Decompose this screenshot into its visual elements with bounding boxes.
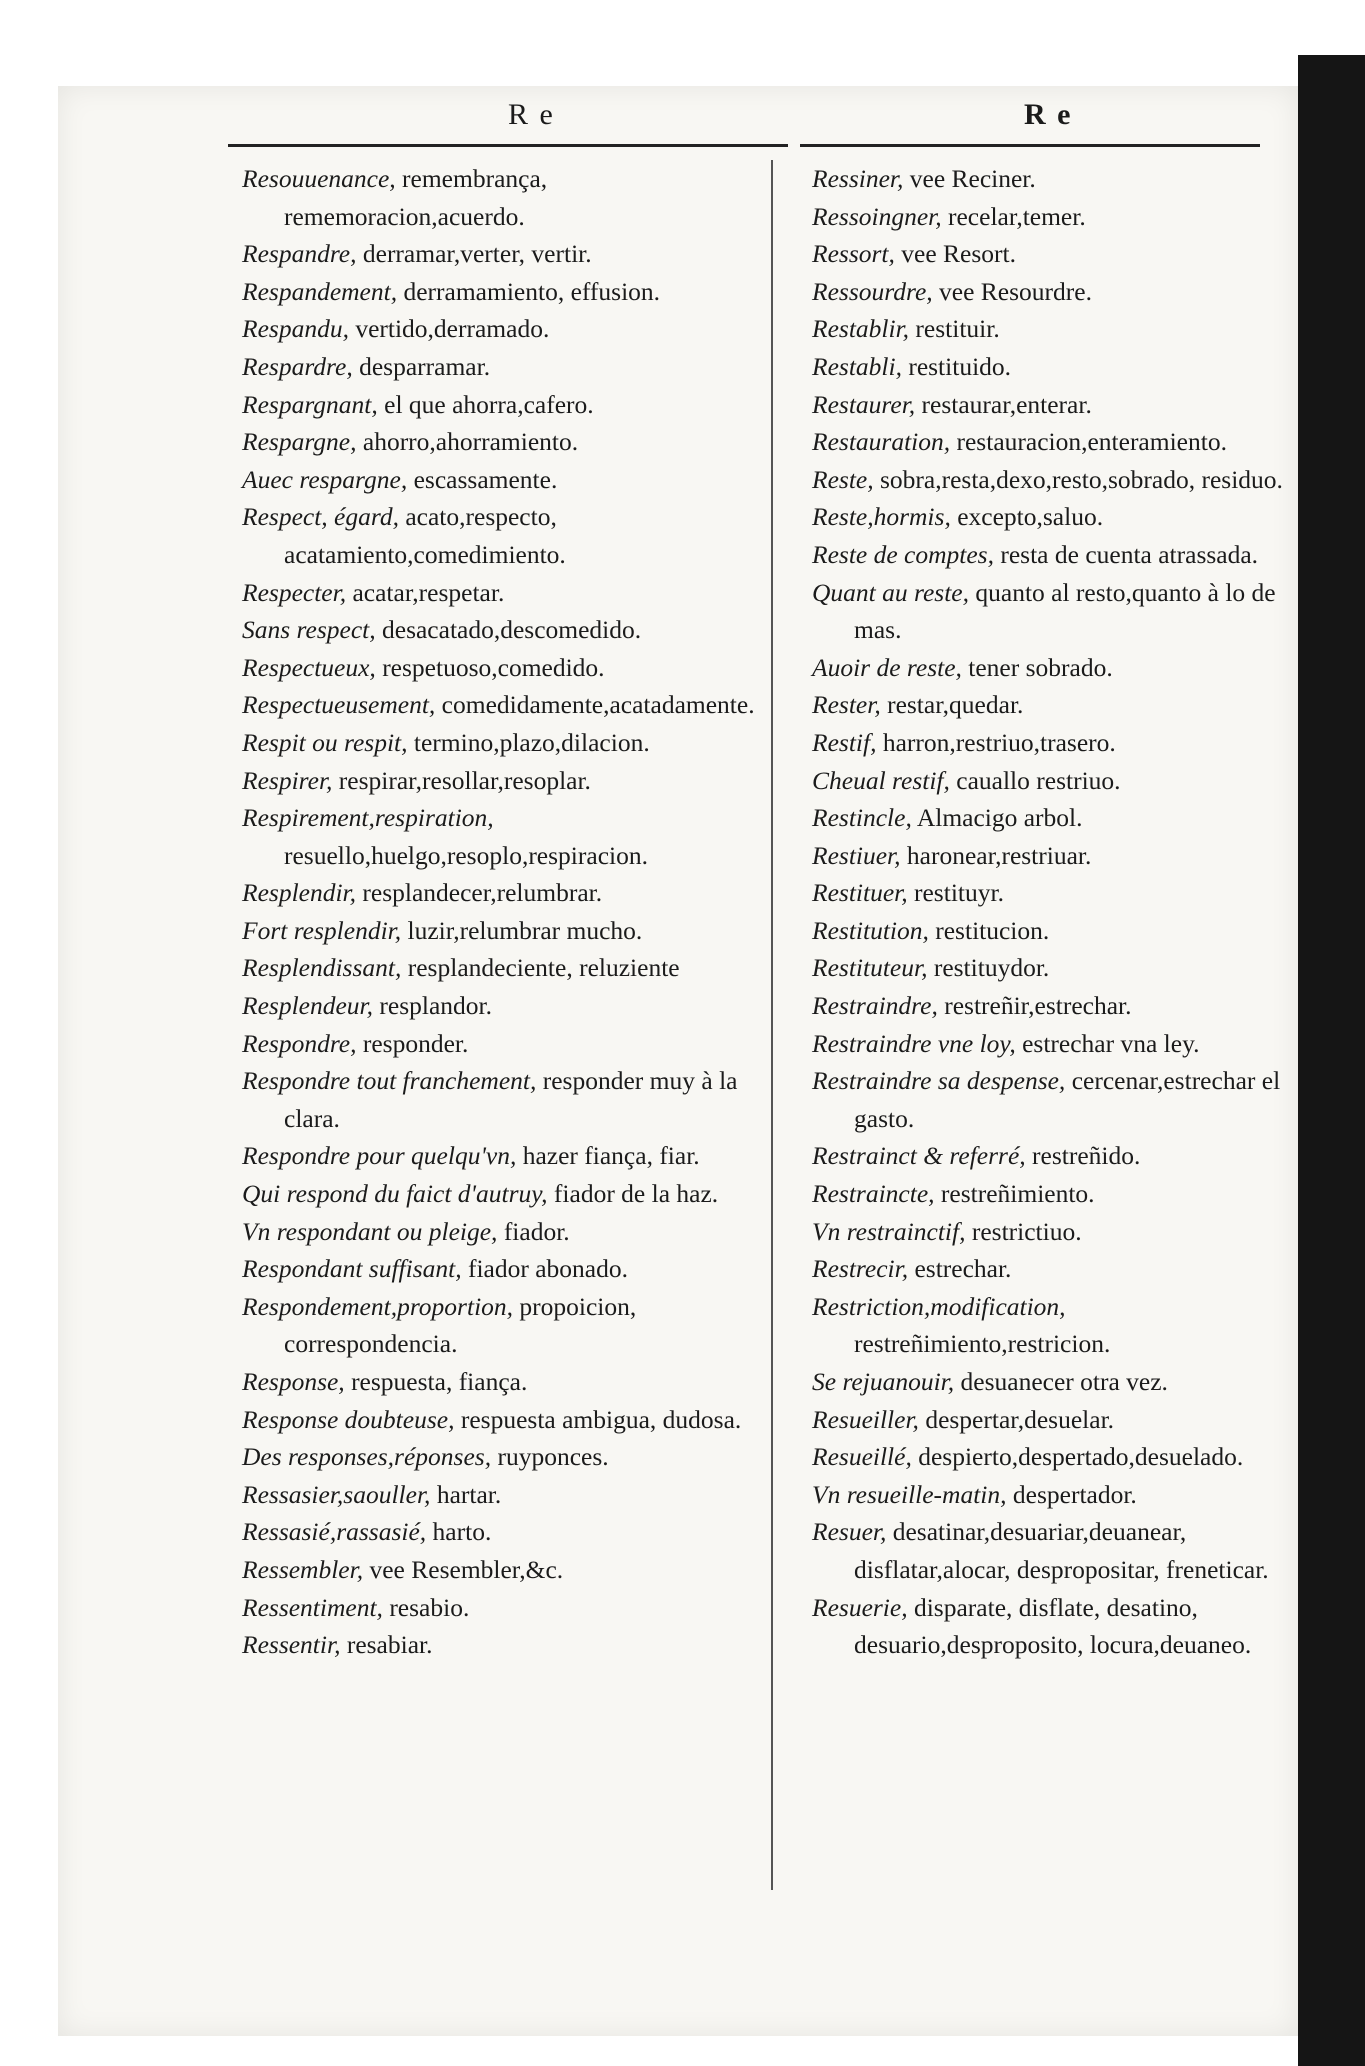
dictionary-entry xyxy=(812,1438,1292,1476)
dictionary-entry xyxy=(812,799,1292,837)
entry-headword: Respondre pour quelqu'vn, xyxy=(242,1141,517,1171)
entry-headword: Respargnant, xyxy=(242,389,378,419)
entry-definition: acatar,respetar. xyxy=(352,577,505,607)
entry-definition: vertido,derramado. xyxy=(355,314,550,344)
dictionary-entry xyxy=(242,498,762,573)
entry-definition: restituyr. xyxy=(914,878,1004,908)
entry-headword: Restabli, xyxy=(812,351,902,381)
entry-headword: Respandu, xyxy=(242,314,349,344)
entry-headword: Respectueux, xyxy=(242,652,376,682)
entry-headword: Respectueusement, xyxy=(242,690,436,720)
entry-headword: Restraindre, xyxy=(812,991,938,1021)
entry-headword: Respondre, xyxy=(242,1028,357,1058)
dictionary-entry xyxy=(812,1250,1292,1288)
entry-headword: Fort resplendir, xyxy=(242,915,402,945)
entry-definition: respirar,resollar,resoplar. xyxy=(338,765,591,795)
running-head-right: R e xyxy=(1024,98,1073,131)
entry-definition: restreñido. xyxy=(1032,1141,1141,1171)
entry-definition: responder. xyxy=(362,1028,469,1058)
entry-headword: Ressourdre, xyxy=(812,276,933,306)
entry-definition: ruyponces. xyxy=(497,1442,609,1472)
entry-headword: Restrecir, xyxy=(812,1254,909,1284)
dictionary-entry xyxy=(812,1062,1292,1137)
entry-headword: Restablir, xyxy=(812,314,910,344)
entry-headword: Restaurer, xyxy=(812,389,916,419)
entry-headword: Respondement,proportion, xyxy=(242,1291,514,1321)
dictionary-entry xyxy=(242,1438,762,1476)
entry-headword: Restraincte, xyxy=(812,1179,935,1209)
dictionary-entry xyxy=(812,837,1292,875)
entry-definition: restituir. xyxy=(915,314,1000,344)
entry-headword: Respit ou respit, xyxy=(242,727,408,757)
dictionary-entry xyxy=(242,649,762,687)
header-rule-left xyxy=(228,144,788,147)
entry-definition: termino,plazo,dilacion. xyxy=(413,727,650,757)
dictionary-entry xyxy=(812,423,1292,461)
entry-definition: fiador. xyxy=(503,1216,570,1246)
dictionary-entry xyxy=(242,987,762,1025)
entry-headword: Restiuer, xyxy=(812,840,901,870)
dictionary-entry xyxy=(242,611,762,649)
entry-definition: restreñimiento. xyxy=(940,1179,1095,1209)
entry-definition: vee Resort. xyxy=(901,239,1016,269)
entry-headword: Resueiller, xyxy=(812,1404,919,1434)
dictionary-entry xyxy=(812,160,1292,198)
entry-definition: desatinar,desuariar,deuanear, disflatar,alocar, despropositar, freneticar. xyxy=(854,1517,1269,1584)
entry-headword: Reste de comptes, xyxy=(812,539,994,569)
entry-headword: Restraindre vne loy, xyxy=(812,1028,1016,1058)
entry-headword: Respandre, xyxy=(242,239,357,269)
entry-headword: Restituteur, xyxy=(812,953,928,983)
dictionary-entry xyxy=(812,1213,1292,1251)
entry-headword: Resplendissant, xyxy=(242,953,402,983)
entry-headword: Restituer, xyxy=(812,878,908,908)
entry-headword: Reste,hormis, xyxy=(812,502,951,532)
entry-headword: Response, xyxy=(242,1367,345,1396)
column-divider xyxy=(771,160,773,1890)
dictionary-entry xyxy=(812,1476,1292,1514)
entry-definition: cercenar,estrechar el gasto. xyxy=(854,1066,1281,1133)
dictionary-entry xyxy=(812,348,1292,386)
entry-definition: desuanecer otra vez. xyxy=(960,1367,1168,1396)
entry-definition: restreñir,estrechar. xyxy=(944,991,1132,1021)
dictionary-entry xyxy=(812,1025,1292,1063)
entry-definition: harto. xyxy=(432,1517,492,1547)
entry-headword: Respondre tout franchement, xyxy=(242,1066,537,1096)
entry-definition: estrechar vna ley. xyxy=(1022,1028,1200,1058)
entry-headword: Restitution, xyxy=(812,915,929,945)
dictionary-entry xyxy=(242,874,762,912)
dictionary-entry xyxy=(812,574,1292,649)
entry-definition: restrictiuo. xyxy=(971,1216,1082,1246)
entry-headword: Restriction,modification, xyxy=(812,1291,1066,1321)
dictionary-entry xyxy=(242,1288,762,1363)
dictionary-entry xyxy=(242,386,762,424)
dictionary-column-left xyxy=(242,160,762,1664)
entry-headword: Respardre, xyxy=(242,351,353,381)
entry-definition: resplandeciente, reluziente xyxy=(407,953,680,983)
entry-definition: vee Resembler,&c. xyxy=(369,1554,564,1584)
entry-headword: Ressiner, xyxy=(812,164,904,193)
dictionary-entry xyxy=(242,574,762,612)
dictionary-entry xyxy=(242,1551,762,1589)
entry-definition: el que ahorra,cafero. xyxy=(384,389,594,419)
dictionary-entry xyxy=(242,423,762,461)
entry-definition: excepto,saluo. xyxy=(957,502,1104,532)
entry-definition: hazer fiança, fiar. xyxy=(522,1141,700,1171)
dictionary-entry xyxy=(812,1288,1292,1363)
entry-headword: Vn resueille-matin, xyxy=(812,1479,1007,1509)
dictionary-entry xyxy=(242,762,762,800)
entry-definition: resabio. xyxy=(389,1592,470,1622)
entry-headword: Vn restrainctif, xyxy=(812,1216,966,1246)
entry-headword: Respandement, xyxy=(242,276,398,306)
entry-definition: resuello,huelgo,resoplo,respiracion. xyxy=(284,840,648,870)
entry-definition: restaurar,enterar. xyxy=(921,389,1092,419)
entry-definition: comedidamente,acatadamente. xyxy=(441,690,755,720)
entry-headword: Auoir de reste, xyxy=(812,652,962,682)
entry-definition: cauallo restriuo. xyxy=(956,765,1121,795)
entry-definition: vee Resourdre. xyxy=(939,276,1092,306)
dictionary-entry xyxy=(242,949,762,987)
entry-headword: Restauration, xyxy=(812,427,951,457)
entry-headword: Respirer, xyxy=(242,765,333,795)
entry-headword: Resuer, xyxy=(812,1517,887,1547)
entry-headword: Restincle, xyxy=(812,803,912,833)
dictionary-entry xyxy=(242,1401,762,1439)
dictionary-entry xyxy=(812,649,1292,687)
entry-headword: Rester, xyxy=(812,690,881,720)
entry-headword: Se rejuanouir, xyxy=(812,1367,955,1396)
entry-definition: restar,quedar. xyxy=(887,690,1024,720)
entry-definition: resabiar. xyxy=(346,1630,433,1660)
entry-definition: Almacigo arbol. xyxy=(916,803,1083,833)
scan-edge xyxy=(1298,55,1365,2066)
dictionary-entry xyxy=(812,536,1292,574)
entry-headword: Respirement,respiration, xyxy=(242,803,494,833)
entry-headword: Restrainct & referré, xyxy=(812,1141,1026,1171)
entry-definition: derramamiento, effusion. xyxy=(403,276,661,306)
entry-headword: Respondant suffisant, xyxy=(242,1254,462,1284)
dictionary-entry xyxy=(242,1363,762,1401)
dictionary-column-right xyxy=(812,160,1292,1664)
entry-definition: respuesta, fiança. xyxy=(351,1367,528,1396)
entry-headword: Response doubteuse, xyxy=(242,1404,455,1434)
entry-headword: Sans respect, xyxy=(242,615,376,645)
dictionary-entry xyxy=(242,686,762,724)
entry-headword: Restraindre sa despense, xyxy=(812,1066,1066,1096)
entry-definition: fiador de la haz. xyxy=(553,1179,719,1209)
dictionary-entry xyxy=(242,1025,762,1063)
entry-headword: Resouuenance, xyxy=(242,164,396,193)
entry-definition: despertar,desuelar. xyxy=(925,1404,1115,1434)
entry-headword: Quant au reste, xyxy=(812,577,969,607)
dictionary-entry xyxy=(812,310,1292,348)
dictionary-entry xyxy=(242,160,762,235)
entry-headword: Des responses,réponses, xyxy=(242,1442,492,1472)
entry-definition: haronear,restriuar. xyxy=(906,840,1092,870)
header-rule-right xyxy=(800,144,1260,147)
entry-definition: resplandor. xyxy=(379,991,492,1021)
dictionary-entry xyxy=(242,799,762,874)
dictionary-entry xyxy=(242,724,762,762)
dictionary-entry xyxy=(242,1175,762,1213)
dictionary-entry xyxy=(242,1626,762,1664)
dictionary-entry xyxy=(812,1137,1292,1175)
entry-definition: escassamente. xyxy=(413,464,558,494)
entry-definition: vee Reciner. xyxy=(909,164,1036,193)
dictionary-entry xyxy=(812,1513,1292,1588)
entry-definition: acato,respecto, acatamiento,comedimiento. xyxy=(284,502,566,569)
entry-headword: Ressentir, xyxy=(242,1630,341,1660)
dictionary-entry xyxy=(242,273,762,311)
dictionary-entry xyxy=(242,1476,762,1514)
entry-definition: quanto al resto,quanto à lo de mas. xyxy=(854,577,1276,645)
entry-definition: responder muy à la clara. xyxy=(284,1066,738,1133)
entry-definition: resplandecer,relumbrar. xyxy=(362,878,603,908)
dictionary-entry xyxy=(812,912,1292,950)
entry-definition: despierto,despertado,desuelado. xyxy=(918,1442,1244,1472)
entry-definition: resta de cuenta atrassada. xyxy=(1000,539,1259,569)
entry-headword: Reste, xyxy=(812,464,874,494)
entry-definition: fiador abonado. xyxy=(467,1254,628,1284)
dictionary-entry xyxy=(812,874,1292,912)
dictionary-entry xyxy=(242,912,762,950)
entry-definition: estrechar. xyxy=(914,1254,1012,1284)
entry-definition: desparramar. xyxy=(359,351,491,381)
dictionary-entry xyxy=(242,461,762,499)
entry-headword: Qui respond du faict d'autruy, xyxy=(242,1179,548,1209)
entry-headword: Resplendir, xyxy=(242,878,357,908)
dictionary-entry xyxy=(242,1062,762,1137)
entry-headword: Ressasier,saouller, xyxy=(242,1479,431,1509)
entry-headword: Ressentiment, xyxy=(242,1592,383,1622)
entry-headword: Cheual restif, xyxy=(812,765,950,795)
entry-definition: harron,restriuo,trasero. xyxy=(882,727,1116,757)
dictionary-entry xyxy=(242,348,762,386)
dictionary-entry xyxy=(812,949,1292,987)
entry-definition: restituido. xyxy=(908,351,1012,381)
entry-headword: Restif, xyxy=(812,727,877,757)
entry-headword: Ressasié,rassasié, xyxy=(242,1517,427,1547)
entry-headword: Respect, égard, xyxy=(242,502,399,532)
dictionary-entry xyxy=(812,762,1292,800)
entry-headword: Ressoingner, xyxy=(812,201,942,231)
entry-headword: Respecter, xyxy=(242,577,347,607)
entry-definition: restreñimiento,restricion. xyxy=(854,1329,1111,1359)
entry-definition: despertador. xyxy=(1012,1479,1137,1509)
entry-definition: respetuoso,comedido. xyxy=(382,652,605,682)
dictionary-entry xyxy=(812,987,1292,1025)
dictionary-entry xyxy=(812,386,1292,424)
entry-definition: desacatado,descomedido. xyxy=(382,615,642,645)
dictionary-entry xyxy=(812,198,1292,236)
dictionary-entry xyxy=(812,1363,1292,1401)
entry-definition: restituydor. xyxy=(933,953,1050,983)
entry-headword: Resueillé, xyxy=(812,1442,912,1472)
entry-definition: sobra,resta,dexo,resto,sobrado, residuo. xyxy=(879,464,1283,494)
entry-definition: remembrança, rememoracion,acuerdo. xyxy=(284,164,548,231)
entry-headword: Ressembler, xyxy=(242,1554,364,1584)
entry-headword: Resuerie, xyxy=(812,1592,908,1622)
dictionary-entry xyxy=(242,1250,762,1288)
entry-definition: recelar,temer. xyxy=(948,201,1086,231)
running-head-left: R e xyxy=(508,98,555,131)
entry-definition: derramar,verter, vertir. xyxy=(362,239,592,269)
dictionary-entry xyxy=(812,724,1292,762)
dictionary-entry xyxy=(242,235,762,273)
dictionary-entry xyxy=(242,1513,762,1551)
dictionary-entry xyxy=(812,235,1292,273)
dictionary-entry xyxy=(812,273,1292,311)
entry-definition: tener sobrado. xyxy=(968,652,1113,682)
entry-headword: Respargne, xyxy=(242,427,357,457)
dictionary-entry xyxy=(812,498,1292,536)
entry-definition: respuesta ambigua, dudosa. xyxy=(460,1404,742,1434)
dictionary-entry xyxy=(242,310,762,348)
dictionary-entry xyxy=(812,1589,1292,1664)
entry-definition: propoicion, correspondencia. xyxy=(284,1291,637,1359)
entry-definition: luzir,relumbrar mucho. xyxy=(407,915,643,945)
entry-headword: Auec respargne, xyxy=(242,464,408,494)
dictionary-entry xyxy=(812,1175,1292,1213)
dictionary-entry xyxy=(242,1589,762,1627)
entry-definition: ahorro,ahorramiento. xyxy=(362,427,579,457)
entry-headword: Ressort, xyxy=(812,239,895,269)
entry-definition: hartar. xyxy=(436,1479,502,1509)
entry-definition: restitucion. xyxy=(935,915,1050,945)
dictionary-entry xyxy=(242,1213,762,1251)
entry-definition: disparate, disflate, desatino, desuario,desproposito, locura,deuaneo. xyxy=(854,1592,1252,1660)
entry-headword: Resplendeur, xyxy=(242,991,374,1021)
dictionary-entry xyxy=(242,1137,762,1175)
dictionary-entry xyxy=(812,1401,1292,1439)
entry-headword: Vn respondant ou pleige, xyxy=(242,1216,498,1246)
entry-definition: restauracion,enteramiento. xyxy=(956,427,1227,457)
dictionary-entry xyxy=(812,686,1292,724)
dictionary-entry xyxy=(812,461,1292,499)
